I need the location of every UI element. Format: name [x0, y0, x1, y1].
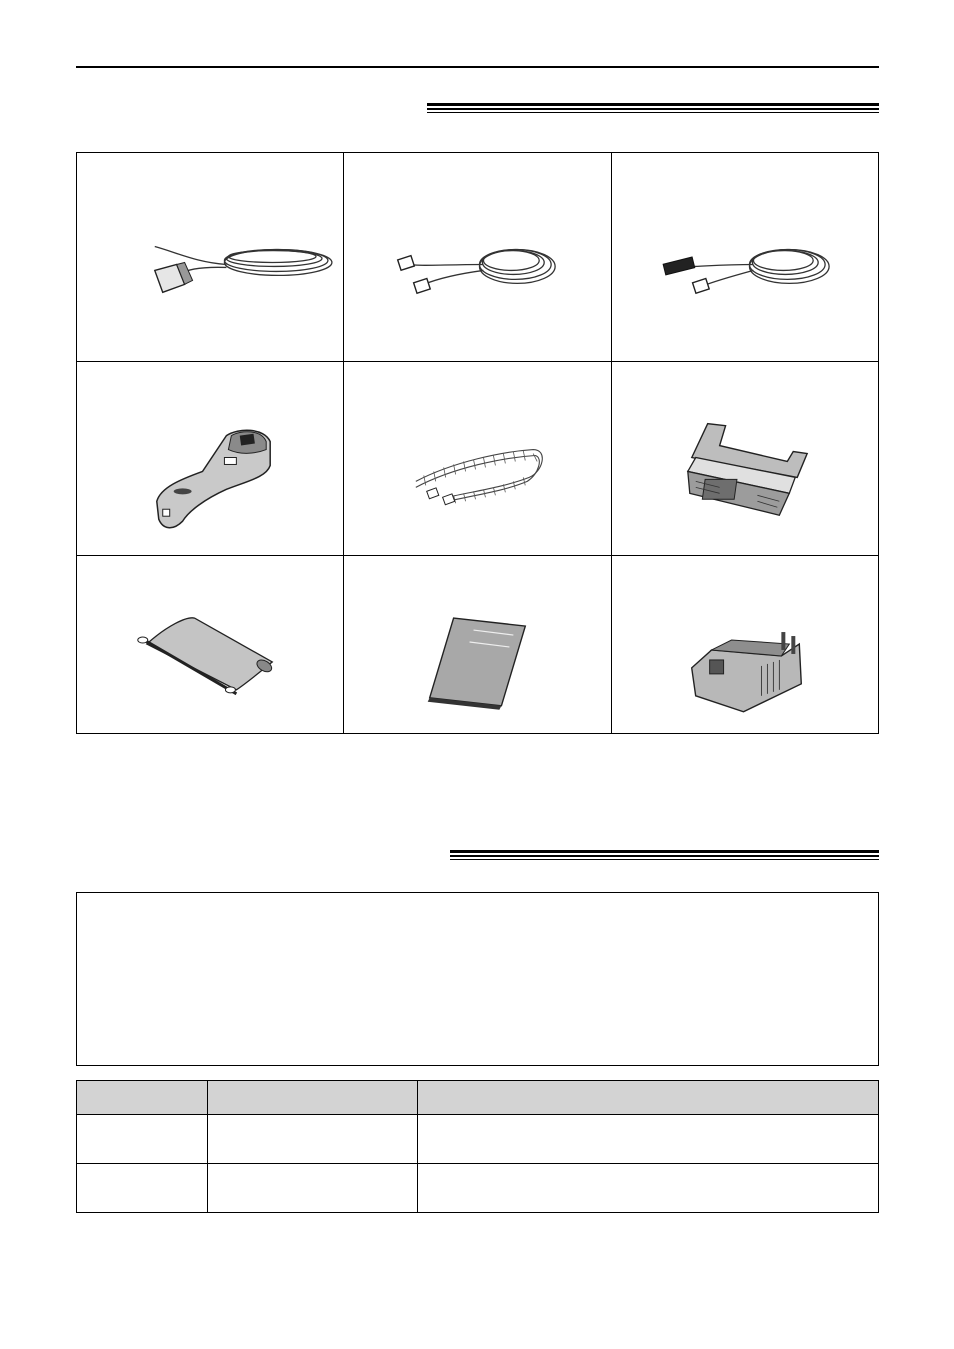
accessory-instructions: [344, 556, 612, 733]
table-header-row: [77, 1081, 879, 1115]
accessory-ink-film: [77, 556, 344, 733]
accessory-handset: [77, 362, 344, 556]
table-cell: [208, 1115, 418, 1164]
table-header-cell: [418, 1081, 879, 1115]
table-header-cell: [208, 1081, 418, 1115]
accessory-t-adaptor: [612, 556, 878, 733]
table-cell: [208, 1164, 418, 1213]
accessory-paper-tray: [612, 362, 878, 556]
operating-instructions-icon: [344, 556, 611, 733]
spec-table: [76, 1080, 879, 1213]
power-cord-icon: [77, 153, 343, 361]
dual-plug-line-cord-icon: [612, 153, 878, 361]
table-header-cell: [77, 1081, 208, 1115]
accessory-dual-plug-cord: [612, 153, 878, 362]
accessories-heading-bar: [427, 103, 879, 115]
t-adaptor-icon: [612, 556, 878, 733]
table-cell: [77, 1115, 208, 1164]
accessory-telephone-line-cord: [344, 153, 612, 362]
table-cell: [77, 1164, 208, 1213]
accessory-coiled-cord: [344, 362, 612, 556]
table-cell: [418, 1164, 879, 1213]
coiled-handset-cord-icon: [344, 362, 611, 555]
table-row: [77, 1115, 879, 1164]
top-rule: [76, 66, 879, 68]
paper-tray-icon: [612, 362, 878, 555]
table-cell: [418, 1115, 879, 1164]
table-row: [77, 1164, 879, 1213]
info-box: [76, 892, 879, 1066]
accessory-power-cord: [77, 153, 344, 362]
handset-icon: [77, 362, 343, 555]
telephone-line-cord-icon: [344, 153, 611, 361]
ink-film-roll-icon: [77, 556, 343, 733]
accessories-grid: [76, 152, 879, 734]
info-heading-bar: [450, 850, 879, 862]
